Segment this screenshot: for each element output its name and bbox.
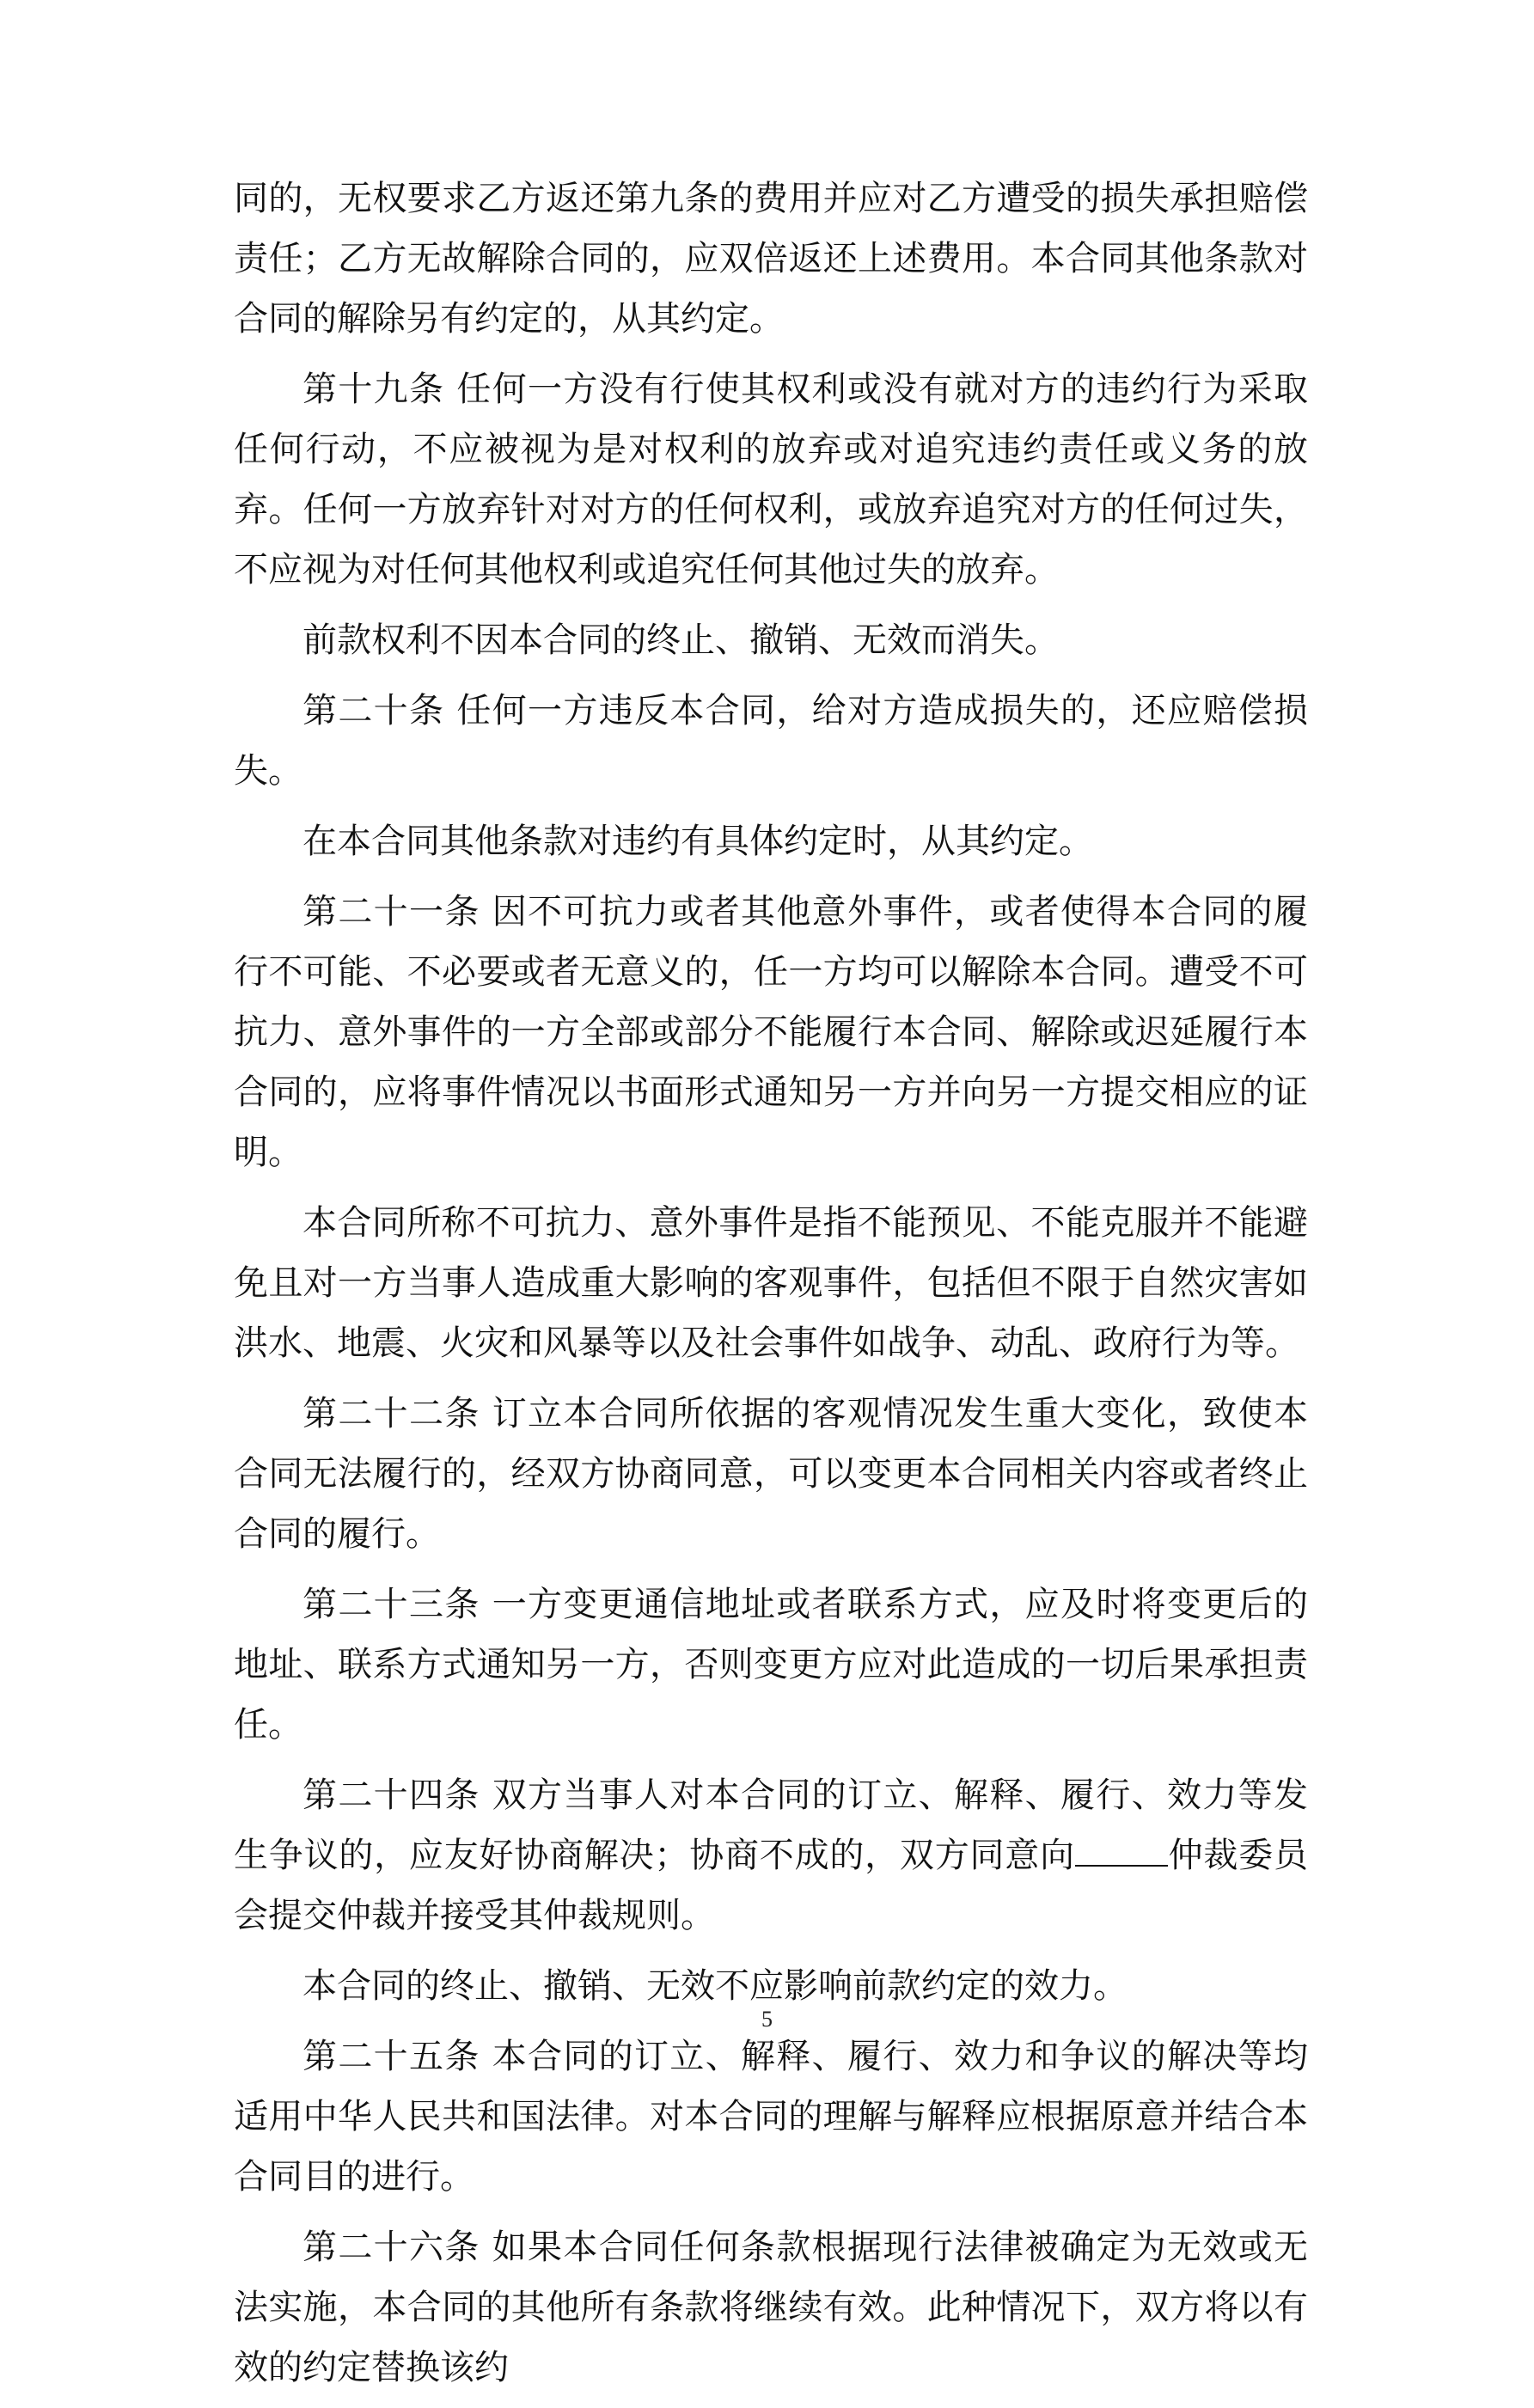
paragraph-validity-note: 本合同的终止、撤销、无效不应影响前款约定的效力。 [303, 1966, 1128, 2006]
paragraph-article-20: 第二十条 任何一方违反本合同，给对方造成损失的，还应赔偿损失。 [234, 691, 1308, 791]
arbitration-blank-line [1075, 1839, 1168, 1867]
paragraph-article-21: 第二十一条 因不可抗力或者其他意外事件，或者使得本合同的履行不可能、不必要或者无意义的，任一方均可以解除本合同。遭受不可抗力、意外事件的一方全部或部分不能履行本合同、解除或迟延履行本合同的，应将事件情况以书面形式通知另一方并向另一方提交相应的证明。 [234, 892, 1308, 1172]
paragraph-article-24 [234, 1765, 1308, 1946]
paragraph-article-25: 第二十五条 本合同的订立、解释、履行、效力和争议的解决等均适用中华人民共和国法律。对本合同的理解与解释应根据原意并结合本合同目的进行。 [234, 2037, 1308, 2197]
paragraph-force-majeure: 本合同所称不可抗力、意外事件是指不能预见、不能克服并不能避免且对一方当事人造成重大影响的客观事件，包括但不限于自然灾害如洪水、地震、火灾和风暴等以及社会事件如战争、动乱、政府行为等。 [234, 1203, 1308, 1363]
paragraph-article-19: 第十九条 任何一方没有行使其权利或没有就对方的违约行为采取任何行动，不应被视为是对权利的放弃或对追究违约责任或义务的放弃。任何一方放弃针对对方的任何权利，或放弃追究对方的任何过失，不应视为对任何其他权利或追究任何其他过失的放弃。 [234, 370, 1308, 590]
paragraph-article-22: 第二十二条 订立本合同所依据的客观情况发生重大变化，致使本合同无法履行的，经双方协商同意，可以变更本合同相关内容或者终止合同的履行。 [234, 1394, 1308, 1554]
paragraph-rights-note: 前款权利不因本合同的终止、撤销、无效而消失。 [303, 620, 1059, 660]
document-body [234, 168, 1308, 2408]
paragraph-article-23: 第二十三条 一方变更通信地址或者联系方式，应及时将变更后的地址、联系方式通知另一方，否则变更方应对此造成的一切后果承担责任。 [234, 1585, 1308, 1745]
paragraph-article-26: 第二十六条 如果本合同任何条款根据现行法律被确定为无效或无法实施，本合同的其他所有条款将继续有效。此种情况下，双方将以有效的约定替换该约 [234, 2228, 1308, 2387]
article-24-text-end: 仲裁委员会提交仲裁并接受其仲裁规则。 [234, 1836, 1309, 1935]
article-24-text-start: 第二十四条 双方当事人对本合同的订立、解释、履行、效力等发生争议的，应友好协商解决；协商不成的，双方同意向 [234, 1775, 1308, 1875]
page-number: 5 [761, 2007, 773, 2032]
paragraph-continued: 同的，无权要求乙方返还第九条的费用并应对乙方遭受的损失承担赔偿责任；乙方无故解除合同的，应双倍返还上述费用。本合同其他条款对合同的解除另有约定的，从其约定。 [234, 179, 1308, 339]
paragraph-breach-note: 在本合同其他条款对违约有具体约定时，从其约定。 [303, 822, 1093, 861]
